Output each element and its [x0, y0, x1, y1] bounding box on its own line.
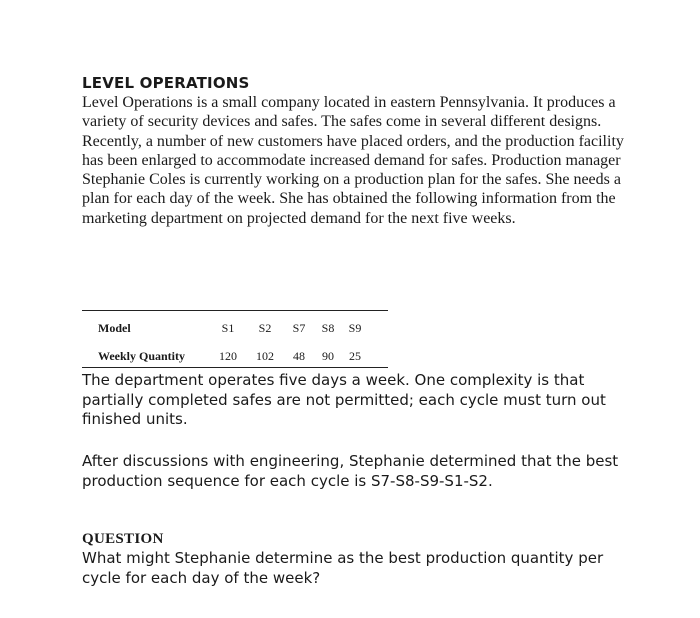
model-cell: S7: [292, 320, 306, 335]
model-label: Model: [98, 320, 131, 335]
quantity-cell: 48: [293, 348, 305, 363]
quantity-cell: 25: [349, 348, 361, 363]
question-heading: QUESTION: [82, 531, 164, 547]
demand-table: [98, 311, 368, 367]
table-row-quantity: [98, 345, 368, 367]
quantity-cell: 102: [256, 348, 274, 363]
question-text: What might Stephanie determine as the best production quantity per cycle for each day of the week?: [82, 549, 604, 587]
model-cell: S8: [321, 320, 335, 335]
intro-paragraph: Level Operations is a small company located in eastern Pennsylvania. It produces a variety of security devices and safes. The safes come in several different designs. Recently, a number of new customers have placed orders, and the production facility has been enlarged to accommodate increased demand for safes. Production manager Stephanie Coles is currently working on a production plan for the safes. She needs a plan for each day of the week. She has obtained the following information from the marketing department on projected demand for the next five weeks.: [82, 94, 624, 227]
case-study: [82, 74, 642, 228]
table-bottom-rule: [82, 367, 388, 368]
quantity-label: Weekly Quantity: [98, 348, 186, 363]
model-cell: S9: [348, 320, 362, 335]
demand-table-block: [82, 310, 388, 368]
model-cell: S1: [221, 320, 235, 335]
model-cell: S2: [258, 320, 272, 335]
table-row-model: [98, 311, 368, 345]
operations-paragraph: The department operates five days a week. One complexity is that partially completed safes are not permitted; each cycle must turn out finished units.: [82, 371, 606, 428]
quantity-cell: 90: [322, 348, 334, 363]
engineering-paragraph: After discussions with engineering, Stephanie determined that the best production sequence for each cycle is S7-S8-S9-S1-S2.: [82, 452, 619, 490]
document-title: LEVEL OPERATIONS: [82, 74, 250, 92]
quantity-cell: 120: [219, 348, 237, 363]
